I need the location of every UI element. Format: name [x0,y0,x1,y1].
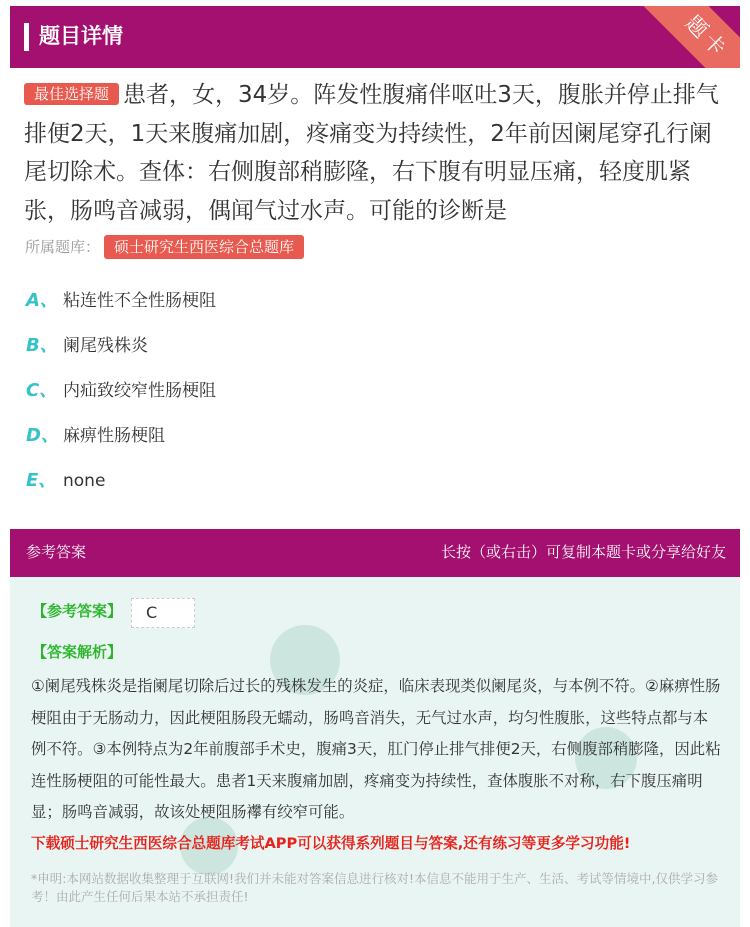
option-c[interactable] [26,376,216,406]
corner-ribbon [638,6,740,68]
header-bar [10,6,740,68]
option-letter: C、 [26,380,58,401]
bank-tag[interactable]: 硕士研究生西医综合总题库 [104,235,304,259]
option-b[interactable] [26,331,148,361]
question-stem [24,76,728,230]
option-letter: E、 [26,470,57,491]
answer-header [10,529,740,577]
question-bank-row [25,234,304,260]
option-text: 内疝致绞窄性肠梗阻 [63,381,216,401]
bank-label: 所属题库： [25,238,101,256]
answer-label: 【参考答案】 [32,602,123,620]
question-text: 患者，女，34岁。阵发性腹痛伴呕吐3天，腹胀并停止排气排便2天，1天来腹痛加剧，疼痛变为持续性，2年前因阑尾穿孔行阑尾切除术。查体：右侧腹部稍膨隆，右下腹有明显压痛，轻度肌紧张，肠鸣音减弱，偶闻气过水声。可能的诊断是 [24,82,719,224]
answer-panel [10,577,740,927]
answer-section-title: 参考答案 [26,543,87,561]
option-letter: D、 [26,425,59,446]
option-letter: B、 [26,335,58,356]
option-e[interactable] [26,466,105,496]
option-letter: A、 [26,290,58,311]
option-text: 麻痹性肠梗阻 [63,426,165,446]
option-text: 阑尾残株炎 [63,336,148,356]
app-download-promo[interactable]: 下载硕士研究生西医综合总题库考试APP可以获得系列题目与答案,还有练习等更多学习功能! [31,835,631,852]
answer-value: C [131,598,195,628]
option-text: none [63,471,106,491]
header-accent [24,23,29,51]
option-text: 粘连性不全性肠梗阻 [63,291,216,311]
page-title: 题目详情 [39,24,123,48]
analysis-text: ①阑尾残株炎是指阑尾切除后过长的残株发生的炎症，临床表现类似阑尾炎，与本例不符。②麻痹性肠梗阻由于无肠动力，因此梗阻肠段无蠕动，肠鸣音消失，无气过水声，均匀性腹胀，这些特点都与本例不符。③本例特点为2年前腹部手术史，腹痛3天，肛门停止排气排便2天，右侧腹部稍膨隆，因此粘连性肠梗阻的可能性最大。患者1天来腹痛加剧，疼痛变为持续性，查体腹胀不对称，右下腹压痛明显；肠鸣音减弱，故该处梗阻肠襻有绞窄可能。 [31,677,721,821]
question-type-badge: 最佳选择题 [24,83,119,105]
share-hint: 长按（或右击）可复制本题卡或分享给好友 [440,543,726,561]
option-a[interactable] [26,286,216,316]
analysis-label: 【答案解析】 [32,643,123,661]
corner-label: 题卡 [680,10,734,64]
disclaimer: *申明:本网站数据收集整理于互联网!我们并未能对答案信息进行核对!本信息不能用于生产、生活、考试等情境中,仅供学习参考！由此产生任何后果本站不承担责任! [31,871,718,904]
option-d[interactable] [26,421,165,451]
